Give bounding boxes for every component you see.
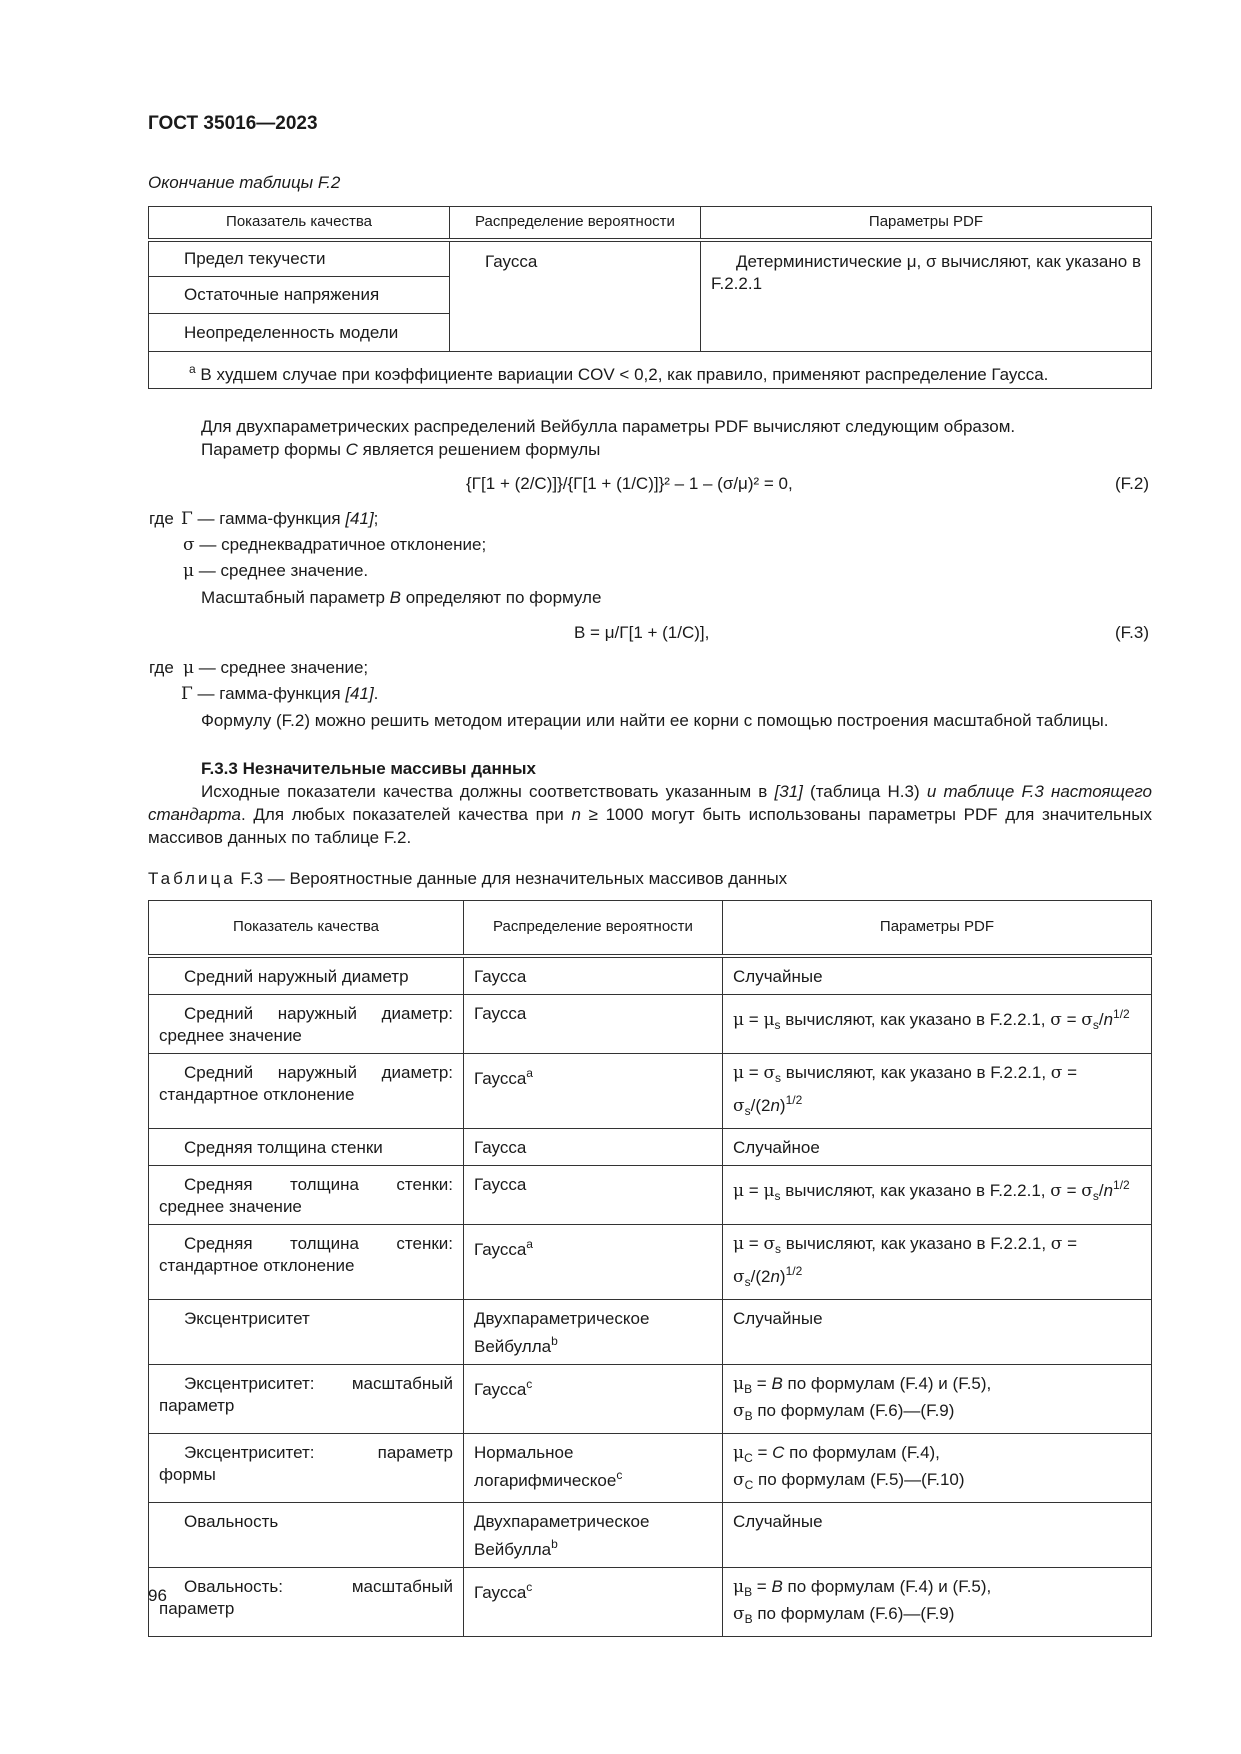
footnote-text: В худшем случае при коэффициенте вариации COV < 0,2, как правило, применяют распределение Гаусса.: [200, 365, 1049, 384]
table-f3-quality-cell: Эксцентриситет: масштабный параметр: [149, 1364, 464, 1433]
where-item: μ — среднее значение;: [183, 658, 369, 678]
footnote-mark: c: [616, 1467, 623, 1482]
table-row: [149, 1299, 1152, 1364]
footnote-mark: a: [526, 1236, 533, 1251]
paragraph: Масштабный параметр B определяют по формуле: [201, 588, 602, 607]
table-f2-header-distribution: Распределение вероятности: [450, 207, 701, 240]
paragraph: Формулу (F.2) можно решить методом итерации или найти ее корни с помощью построения масштабной таблицы.: [201, 711, 1109, 730]
table-f2-params-cell: Детерминистические μ, σ вычисляют, как указано в F.2.2.1: [701, 240, 1152, 352]
table-f2: [148, 206, 1152, 389]
table-f3-header-quality: Показатель качества: [149, 901, 464, 956]
table-f3-distribution-cell: Гаусса$^a$: [464, 1224, 723, 1299]
section-heading: F.3.3 Незначительные массивы данных: [201, 759, 536, 778]
table-f3-quality-cell: Эксцентриситет: [149, 1299, 464, 1364]
page-number: 96: [148, 1586, 167, 1605]
table-f3-distribution-cell: Двухпараметрическое Вейбулла$^b$: [464, 1502, 723, 1567]
table-f3-quality-cell: Средний наружный диаметр: [149, 956, 464, 995]
table-row: [149, 1165, 1152, 1224]
table-row: [149, 1224, 1152, 1299]
table-row: [149, 1128, 1152, 1165]
table-row: [149, 1567, 1152, 1636]
table-f2-distribution-cell: Гаусса: [450, 240, 701, 352]
table-f3-distribution-cell: Гаусса: [464, 1165, 723, 1224]
table-f3: [148, 900, 1152, 1637]
table-row: [149, 1053, 1152, 1128]
table-f3-quality-cell: Овальность: масштабный параметр: [149, 1567, 464, 1636]
table-f3-distribution-cell: Гаусса$^c$: [464, 1567, 723, 1636]
table-f3-distribution-cell: Гаусса$^c$: [464, 1364, 723, 1433]
table-f3-quality-cell: Средняя толщина стенки: среднее значение: [149, 1165, 464, 1224]
table-f3-params-cell: $\mu_B = B$ по формулам (F.4) и (F.5), $\sigma_B$ по формулам (F.6)—(F.9): [723, 1364, 1152, 1433]
table-f3-params-cell: $\mu = \mu_s$ вычисляют, как указано в F.2.2.1, $\sigma = \sigma_s/n^{1/2}$: [723, 1165, 1152, 1224]
table-f3-distribution-cell: Гаусса: [464, 994, 723, 1053]
table-row: [149, 1364, 1152, 1433]
table-f3-header-params: Параметры PDF: [723, 901, 1152, 956]
footnote-mark: a: [526, 1065, 533, 1080]
document-header: ГОСТ 35016—2023: [148, 113, 318, 134]
footnote-mark: a: [189, 362, 196, 376]
table-f3-params-cell: $\mu_C = C$ по формулам (F.4), $\sigma_C$ по формулам (F.5)—(F.10): [723, 1433, 1152, 1502]
table-f2-footnote: [149, 352, 1152, 389]
where-item: σ — среднеквадратичное отклонение;: [183, 535, 487, 555]
paragraph: Исходные показатели качества должны соответствовать указанным в [31] (таблица Н.3) и таблице F.3 настоящего стандарта. Для любых показателей качества при n ≥ 1000 могут быть использованы параметры PDF для значительных массивов данных по таблице F.2.: [148, 782, 1153, 847]
paragraph: Параметр формы C является решением формулы: [201, 440, 601, 459]
footnote-mark: c: [526, 1376, 533, 1391]
footnote-mark: c: [526, 1579, 533, 1594]
table-row: [149, 956, 1152, 995]
table-f3-params-cell: Случайные: [723, 1299, 1152, 1364]
where-item: μ — среднее значение.: [183, 561, 369, 581]
formula-f2: {Γ[1 + (2/C)]}/{Γ[1 + (1/C)]}² – 1 – (σ/μ)² = 0,: [466, 474, 793, 493]
where-item: Γ — гамма-функция [41].: [181, 684, 379, 704]
footnote-mark: b: [551, 1333, 558, 1348]
table-f3-params-cell: $\mu = \mu_s$ вычисляют, как указано в F.2.2.1, $\sigma = \sigma_s/n^{1/2}$: [723, 994, 1152, 1053]
table-row: [149, 994, 1152, 1053]
table-f3-distribution-cell: Гаусса$^a$: [464, 1053, 723, 1128]
table-f3-quality-cell: Средняя толщина стенки: [149, 1128, 464, 1165]
table-f3-distribution-cell: Гаусса: [464, 1128, 723, 1165]
table-f3-header-distribution: Распределение вероятности: [464, 901, 723, 956]
table-f3-quality-cell: Средняя толщина стенки: стандартное отклонение: [149, 1224, 464, 1299]
table-f3-params-cell: Случайные: [723, 956, 1152, 995]
footnote-mark: b: [551, 1536, 558, 1551]
table-f3-params-cell: $\mu_B = B$ по формулам (F.4) и (F.5), $\sigma_B$ по формулам (F.6)—(F.9): [723, 1567, 1152, 1636]
where-label: где: [149, 509, 174, 528]
table-f3-quality-cell: Средний наружный диаметр: среднее значение: [149, 994, 464, 1053]
formula-number: (F.2): [1115, 474, 1149, 493]
table-f3-params-cell: $\mu = \sigma_s$ вычисляют, как указано в F.2.2.1, $\sigma = \sigma_s/(2n)^{1/2}$: [723, 1053, 1152, 1128]
table-continuation-caption: Окончание таблицы F.2: [148, 173, 341, 192]
table-f3-params-cell: Случайные: [723, 1502, 1152, 1567]
where-label: где: [149, 658, 174, 677]
table-f2-header-params: Параметры PDF: [701, 207, 1152, 240]
formula-number: (F.3): [1115, 623, 1149, 642]
where-item: Γ — гамма-функция [41];: [181, 509, 379, 529]
table-f3-quality-cell: Овальность: [149, 1502, 464, 1567]
table-row: [149, 1433, 1152, 1502]
table-row: [149, 1502, 1152, 1567]
table-f3-params-cell: Случайное: [723, 1128, 1152, 1165]
table-f3-caption: Таблица F.3 — Вероятностные данные для незначительных массивов данных: [148, 869, 788, 888]
formula-f3: B = μ/Γ[1 + (1/C)],: [574, 623, 710, 642]
table-f3-params-cell: $\mu = \sigma_s$ вычисляют, как указано в F.2.2.1, $\sigma = \sigma_s/(2n)^{1/2}$: [723, 1224, 1152, 1299]
paragraph: Для двухпараметрических распределений Вейбулла параметры PDF вычисляют следующим образом.: [201, 417, 1016, 436]
table-f2-row-quality: Остаточные напряжения: [149, 277, 450, 314]
table-f3-quality-cell: Эксцентриситет: параметр формы: [149, 1433, 464, 1502]
table-f3-quality-cell: Средний наружный диаметр: стандартное отклонение: [149, 1053, 464, 1128]
table-f2-header-quality: Показатель качества: [149, 207, 450, 240]
table-f2-row-quality: Предел текучести: [149, 240, 450, 277]
table-f3-distribution-cell: Гаусса: [464, 956, 723, 995]
table-f2-row-quality: Неопределенность модели: [149, 314, 450, 352]
table-f3-distribution-cell: Нормальное логарифмическое$^c$: [464, 1433, 723, 1502]
table-f3-distribution-cell: Двухпараметрическое Вейбулла$^b$: [464, 1299, 723, 1364]
